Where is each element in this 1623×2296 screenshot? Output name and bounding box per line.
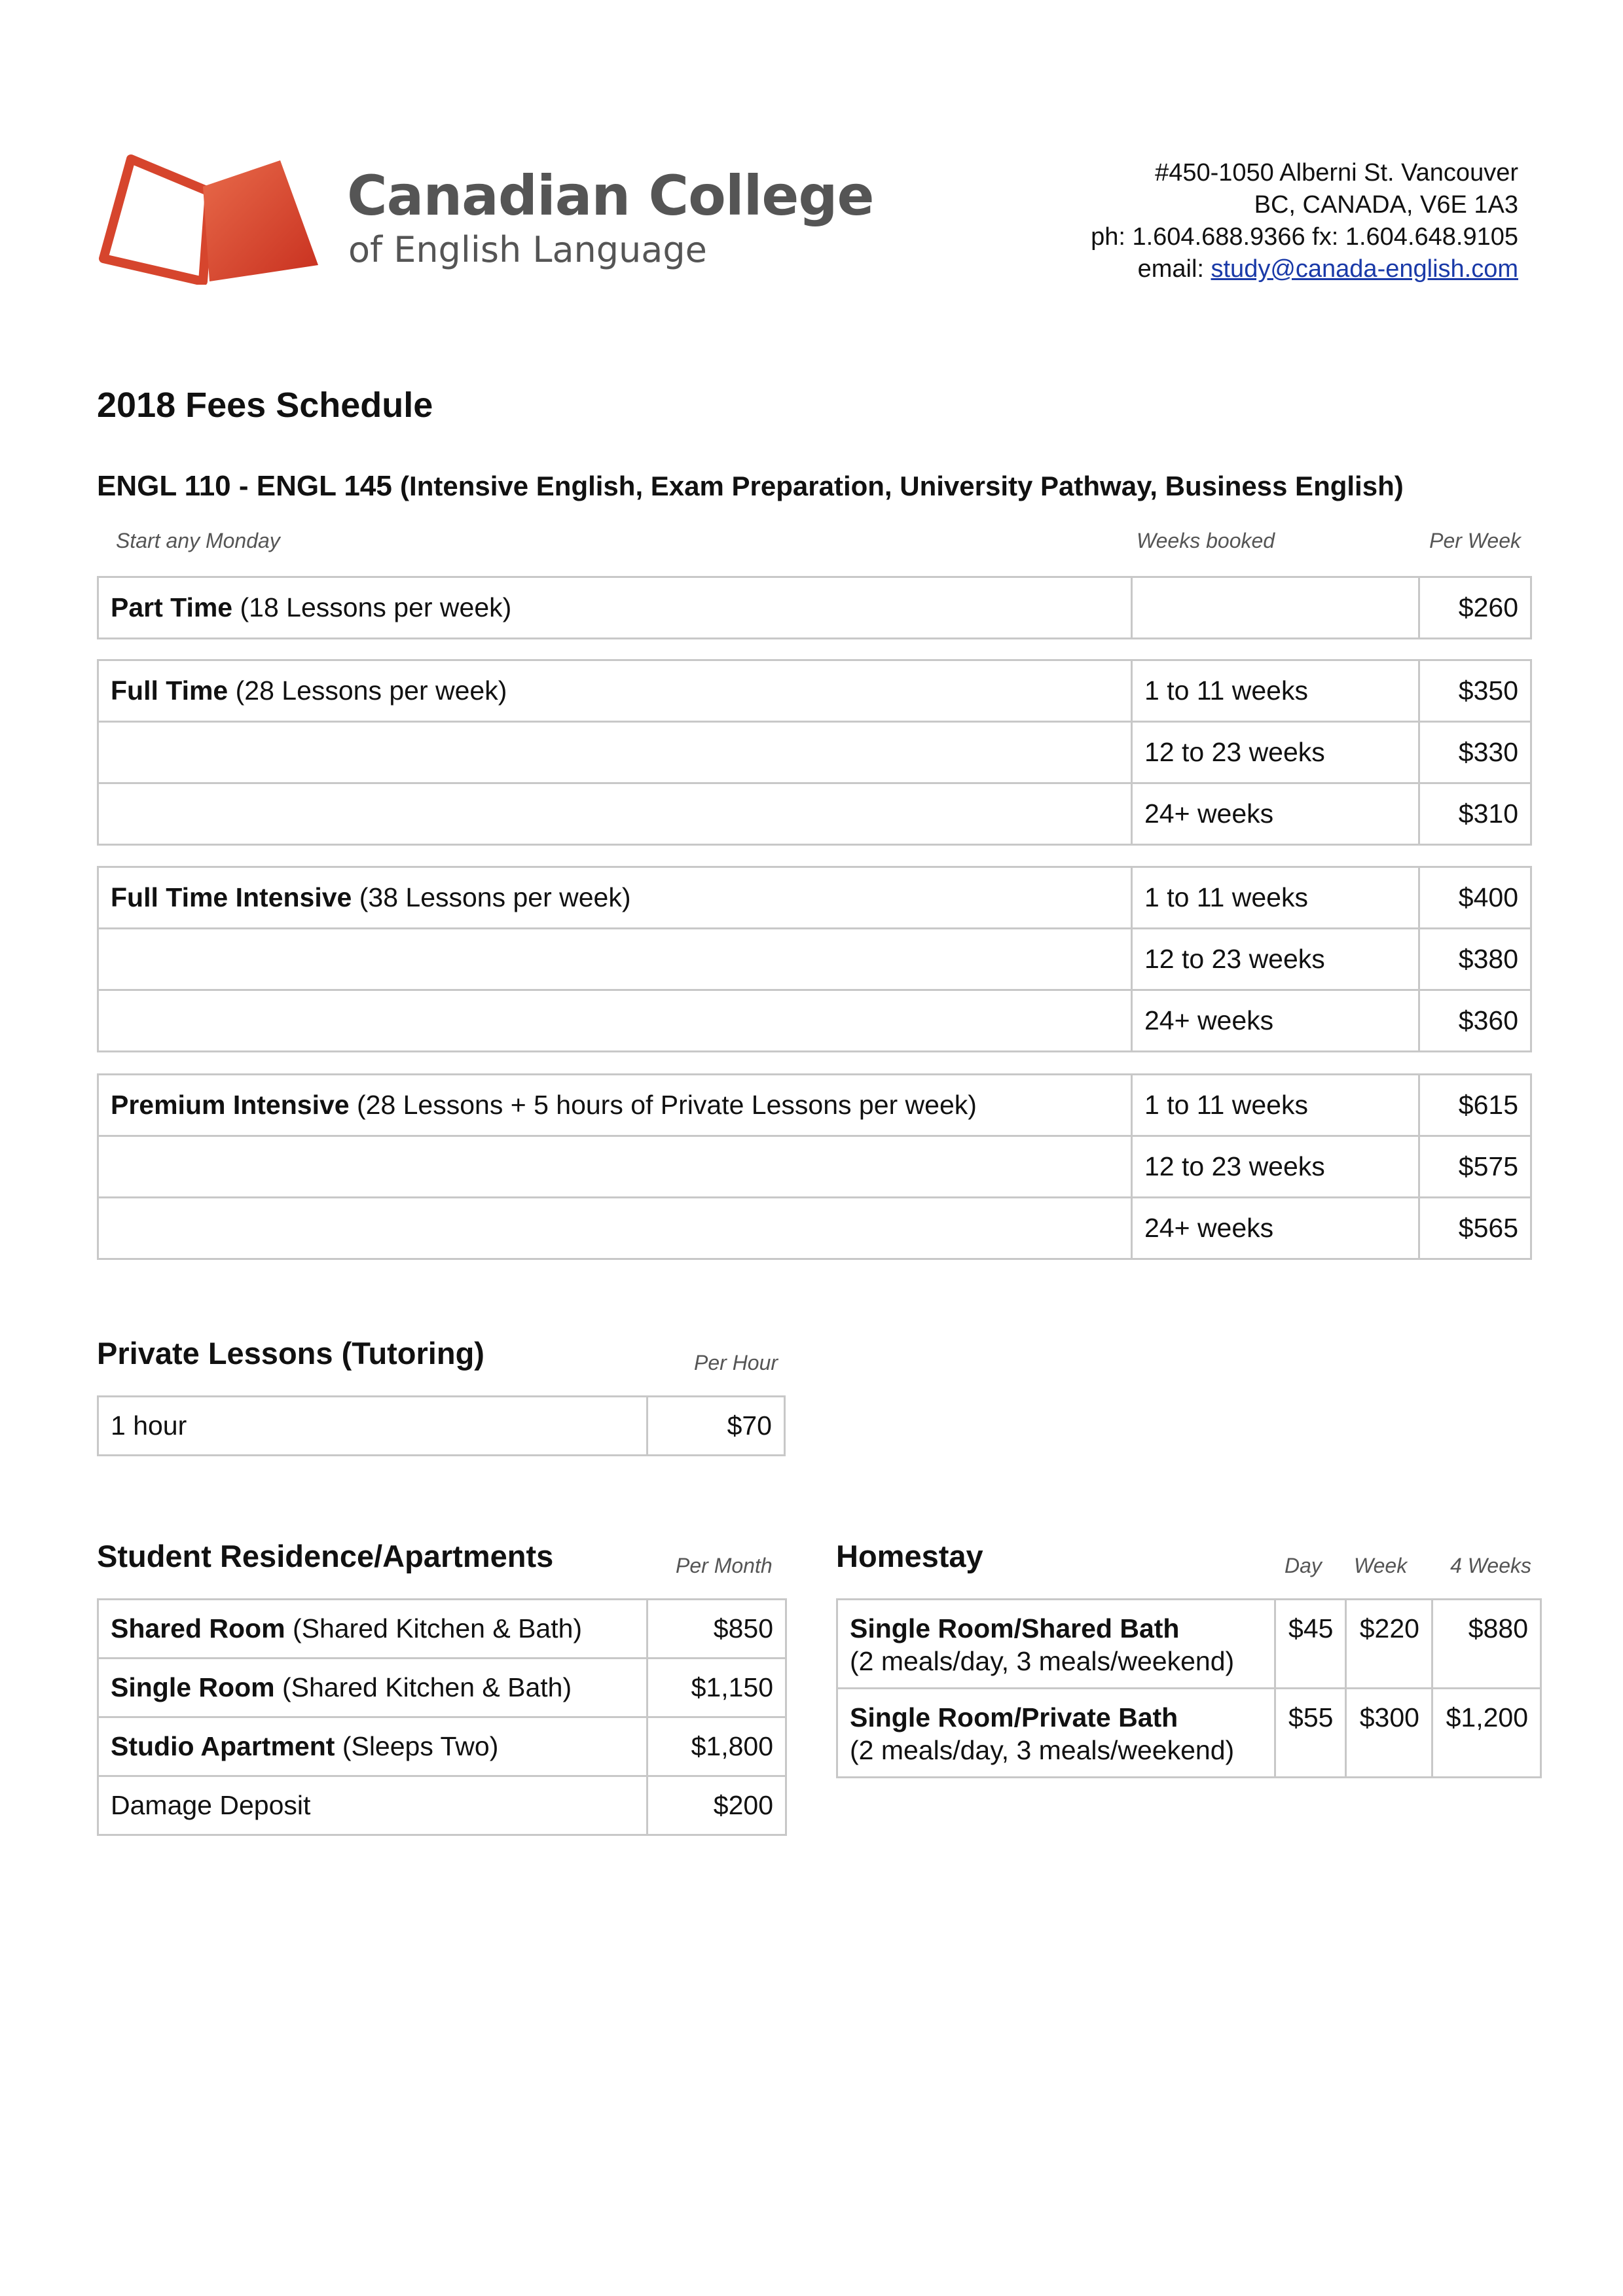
contact-address bbox=[1091, 157, 1518, 285]
program-cell bbox=[98, 990, 1132, 1052]
accommodation-cell bbox=[98, 1659, 647, 1717]
email-link[interactable]: study@canada-english.com bbox=[1211, 255, 1518, 283]
column-per-hour: Per Hour bbox=[694, 1351, 778, 1374]
program-cell bbox=[98, 1075, 1132, 1136]
weeks-cell: 1 to 11 weeks bbox=[1132, 1075, 1419, 1136]
program-desc: (38 Lessons per week) bbox=[359, 882, 631, 912]
deposit-cell: Damage Deposit bbox=[98, 1776, 647, 1835]
weeks-cell: 1 to 11 weeks bbox=[1132, 660, 1419, 722]
accommodation-name: Studio Apartment bbox=[111, 1731, 335, 1761]
price-cell: $850 bbox=[647, 1600, 786, 1659]
program-desc: (28 Lessons per week) bbox=[235, 675, 507, 706]
table-row bbox=[98, 1600, 786, 1659]
homestay-option-cell bbox=[837, 1689, 1275, 1778]
course-codes: ENGL 110 - ENGL 145 bbox=[97, 470, 392, 502]
program-cell bbox=[98, 660, 1132, 722]
price-cell: $615 bbox=[1419, 1075, 1531, 1136]
table-row bbox=[98, 1717, 786, 1776]
column-week: Week bbox=[1354, 1554, 1408, 1577]
weeks-cell: 12 to 23 weeks bbox=[1132, 1136, 1419, 1198]
table-row bbox=[98, 577, 1531, 639]
program-cell bbox=[98, 722, 1132, 783]
full-time-intensive-table bbox=[97, 866, 1532, 1052]
price-cell: $200 bbox=[647, 1776, 786, 1835]
accommodation-cell bbox=[98, 1600, 647, 1659]
price-cell: $70 bbox=[647, 1397, 785, 1456]
program-cell bbox=[98, 1136, 1132, 1198]
table-row bbox=[98, 722, 1531, 783]
lesson-duration-cell: 1 hour bbox=[98, 1397, 647, 1456]
program-name: Part Time bbox=[111, 592, 233, 622]
program-name: Premium Intensive bbox=[111, 1090, 350, 1120]
table-row bbox=[98, 783, 1531, 845]
price-cell: $260 bbox=[1419, 577, 1531, 639]
program-cell bbox=[98, 577, 1132, 639]
accommodation-desc: (Shared Kitchen & Bath) bbox=[292, 1613, 583, 1643]
premium-intensive-table bbox=[97, 1073, 1532, 1260]
weeks-cell: 24+ weeks bbox=[1132, 1198, 1419, 1259]
table-row bbox=[98, 1075, 1531, 1136]
program-name: Full Time Intensive bbox=[111, 882, 352, 912]
homestay-option-desc: (2 meals/day, 3 meals/weekend) bbox=[850, 1735, 1235, 1765]
program-cell bbox=[98, 783, 1132, 845]
homestay-title: Homestay bbox=[836, 1539, 983, 1573]
full-time-table bbox=[97, 659, 1532, 846]
homestay-option-cell bbox=[837, 1600, 1275, 1689]
table-row bbox=[98, 1198, 1531, 1259]
table-row bbox=[98, 1776, 786, 1835]
logo-subtitle: of English Language bbox=[348, 229, 707, 270]
homestay-option-desc: (2 meals/day, 3 meals/weekend) bbox=[850, 1646, 1235, 1676]
week-price-cell: $220 bbox=[1346, 1600, 1432, 1689]
accommodation-name: Single Room bbox=[111, 1672, 275, 1702]
table-row bbox=[98, 1659, 786, 1717]
email-label: email: bbox=[1137, 255, 1211, 283]
part-time-table bbox=[97, 576, 1532, 639]
table-row bbox=[98, 867, 1531, 929]
price-cell: $1,150 bbox=[647, 1659, 786, 1717]
logo-title: Canadian College bbox=[347, 164, 874, 228]
program-desc: (28 Lessons + 5 hours of Private Lessons per week) bbox=[356, 1090, 977, 1120]
residence-table bbox=[97, 1598, 787, 1836]
price-cell: $1,800 bbox=[647, 1717, 786, 1776]
college-logo-icon bbox=[98, 154, 321, 285]
private-lessons-title: Private Lessons (Tutoring) bbox=[97, 1336, 484, 1371]
table-row bbox=[98, 1397, 785, 1456]
table-row bbox=[837, 1689, 1541, 1778]
accommodation-cell bbox=[98, 1717, 647, 1776]
table-row bbox=[98, 929, 1531, 990]
accommodation-name: Shared Room bbox=[111, 1613, 285, 1643]
weeks-cell: 1 to 11 weeks bbox=[1132, 867, 1419, 929]
four-weeks-price-cell: $1,200 bbox=[1432, 1689, 1541, 1778]
column-per-month: Per Month bbox=[676, 1554, 773, 1577]
residence-title: Student Residence/Apartments bbox=[97, 1539, 554, 1573]
four-weeks-price-cell: $880 bbox=[1432, 1600, 1541, 1689]
price-cell: $400 bbox=[1419, 867, 1531, 929]
day-price-cell: $55 bbox=[1275, 1689, 1346, 1778]
homestay-option-name: Single Room/Private Bath bbox=[850, 1702, 1178, 1732]
price-cell: $575 bbox=[1419, 1136, 1531, 1198]
course-programs: (Intensive English, Exam Preparation, University Pathway, Business English) bbox=[400, 471, 1404, 501]
program-cell bbox=[98, 867, 1132, 929]
email-line bbox=[1091, 253, 1518, 285]
weeks-cell: 12 to 23 weeks bbox=[1132, 722, 1419, 783]
program-desc: (18 Lessons per week) bbox=[240, 592, 512, 622]
weeks-cell bbox=[1132, 577, 1419, 639]
column-per-week: Per Week bbox=[1429, 529, 1521, 552]
table-row bbox=[98, 990, 1531, 1052]
table-row bbox=[98, 660, 1531, 722]
address-line: #450-1050 Alberni St. Vancouver bbox=[1155, 159, 1518, 187]
week-price-cell: $300 bbox=[1346, 1689, 1432, 1778]
accommodation-desc: (Sleeps Two) bbox=[342, 1731, 499, 1761]
homestay-option-name: Single Room/Shared Bath bbox=[850, 1613, 1180, 1643]
price-cell: $330 bbox=[1419, 722, 1531, 783]
address-line: BC, CANADA, V6E 1A3 bbox=[1254, 191, 1518, 219]
course-heading bbox=[97, 470, 1404, 503]
price-cell: $360 bbox=[1419, 990, 1531, 1052]
weeks-cell: 12 to 23 weeks bbox=[1132, 929, 1419, 990]
price-cell: $380 bbox=[1419, 929, 1531, 990]
price-cell: $350 bbox=[1419, 660, 1531, 722]
table-row bbox=[98, 1136, 1531, 1198]
column-4-weeks: 4 Weeks bbox=[1450, 1554, 1531, 1577]
program-name: Full Time bbox=[111, 675, 228, 706]
column-day: Day bbox=[1285, 1554, 1322, 1577]
column-weeks-booked: Weeks booked bbox=[1137, 529, 1275, 552]
homestay-table bbox=[836, 1598, 1542, 1778]
table-row bbox=[837, 1600, 1541, 1689]
price-cell: $310 bbox=[1419, 783, 1531, 845]
weeks-cell: 24+ weeks bbox=[1132, 990, 1419, 1052]
page-title: 2018 Fees Schedule bbox=[97, 386, 433, 425]
day-price-cell: $45 bbox=[1275, 1600, 1346, 1689]
accommodation-desc: (Shared Kitchen & Bath) bbox=[282, 1672, 572, 1702]
price-cell: $565 bbox=[1419, 1198, 1531, 1259]
column-start-any-monday: Start any Monday bbox=[116, 529, 280, 552]
program-cell bbox=[98, 929, 1132, 990]
weeks-cell: 24+ weeks bbox=[1132, 783, 1419, 845]
program-cell bbox=[98, 1198, 1132, 1259]
private-lessons-table bbox=[97, 1395, 786, 1456]
phone-line: ph: 1.604.688.9366 fx: 1.604.648.9105 bbox=[1091, 223, 1518, 251]
